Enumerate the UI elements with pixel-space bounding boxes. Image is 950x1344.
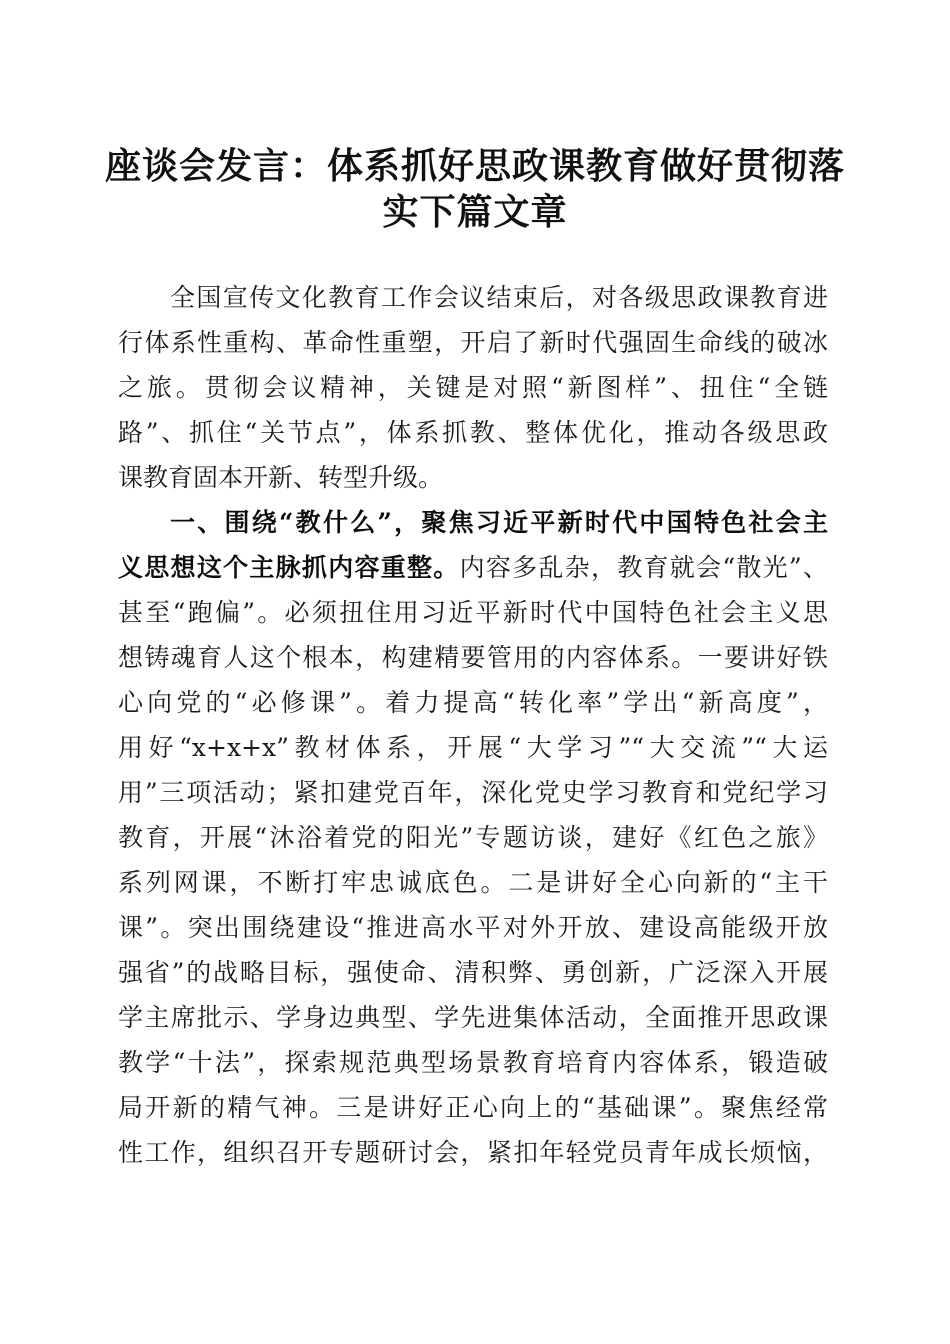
paragraph-2-line-2-text: 内容多乱杂，教育就会“散光”、: [459, 553, 828, 582]
paragraph-2-line-7: 用”三项活动；紧扣建党百年，深化党史学习教育和党纪学习: [118, 778, 828, 807]
paragraph-1-line-4: 路”、抓住“关节点”，体系抓教、整体优化，推动各级思政: [118, 418, 828, 447]
document-title-line-1: 座谈会发言：体系抓好思政课教育做好贯彻落: [104, 145, 845, 187]
paragraph-2-line-9: 系列网课，不断打牢忠诚底色。二是讲好全心向新的“主干: [118, 868, 828, 897]
paragraph-2-line-15: 性工作，组织召开专题研讨会，紧扣年轻党员青年成长烦恼，: [118, 1138, 828, 1167]
paragraph-2-line-8: 教育，开展“沐浴着党的阳光”专题访谈，建好《红色之旅》: [118, 823, 828, 852]
section-1-heading-line-2: 义思想这个主脉抓内容重整。: [118, 553, 460, 582]
paragraph-2-line-13: 教学“十法”，探索规范典型场景教育培育内容体系，锻造破: [118, 1048, 828, 1077]
paragraph-1-line-3: 之旅。贯彻会议精神，关键是对照“新图样”、扭住“全链: [118, 373, 828, 402]
paragraph-2-line-2: [118, 553, 828, 583]
paragraph-2-line-12: 学主席批示、学身边典型、学先进集体活动，全面推开思政课: [118, 1003, 828, 1032]
paragraph-1-line-1: 全国宣传文化教育工作会议结束后，对各级思政课教育进: [170, 283, 828, 312]
paragraph-2-line-11: 强省”的战略目标，强使命、清积弊、勇创新，广泛深入开展: [118, 958, 828, 987]
paragraph-2-line-5: 心向党的“必修课”。着力提高“转化率”学出“新高度”，: [118, 688, 828, 717]
paragraph-1-line-5: 课教育固本开新、转型升级。: [118, 463, 444, 492]
paragraph-1-line-2: 行体系性重构、革命性重塑，开启了新时代强固生命线的破冰: [118, 328, 828, 357]
paragraph-2-line-6: 用好“x+x+x”教材体系，开展“大学习”“大交流”“大运: [118, 733, 828, 762]
paragraph-2-line-10: 课”。突出围绕建设“推进高水平对外开放、建设高能级开放: [118, 913, 828, 942]
section-1-heading-line-1: 一、围绕“教什么”，聚焦习近平新时代中国特色社会主: [170, 508, 828, 537]
paragraph-2-line-3: 甚至“跑偏”。必须扭住用习近平新时代中国特色社会主义思: [118, 598, 828, 627]
paragraph-2-line-14: 局开新的精气神。三是讲好正心向上的“基础课”。聚焦经常: [118, 1093, 828, 1122]
document-title-line-2: 实下篇文章: [382, 191, 568, 233]
paragraph-2-line-4: 想铸魂育人这个根本，构建精要管用的内容体系。一要讲好铁: [118, 643, 828, 672]
